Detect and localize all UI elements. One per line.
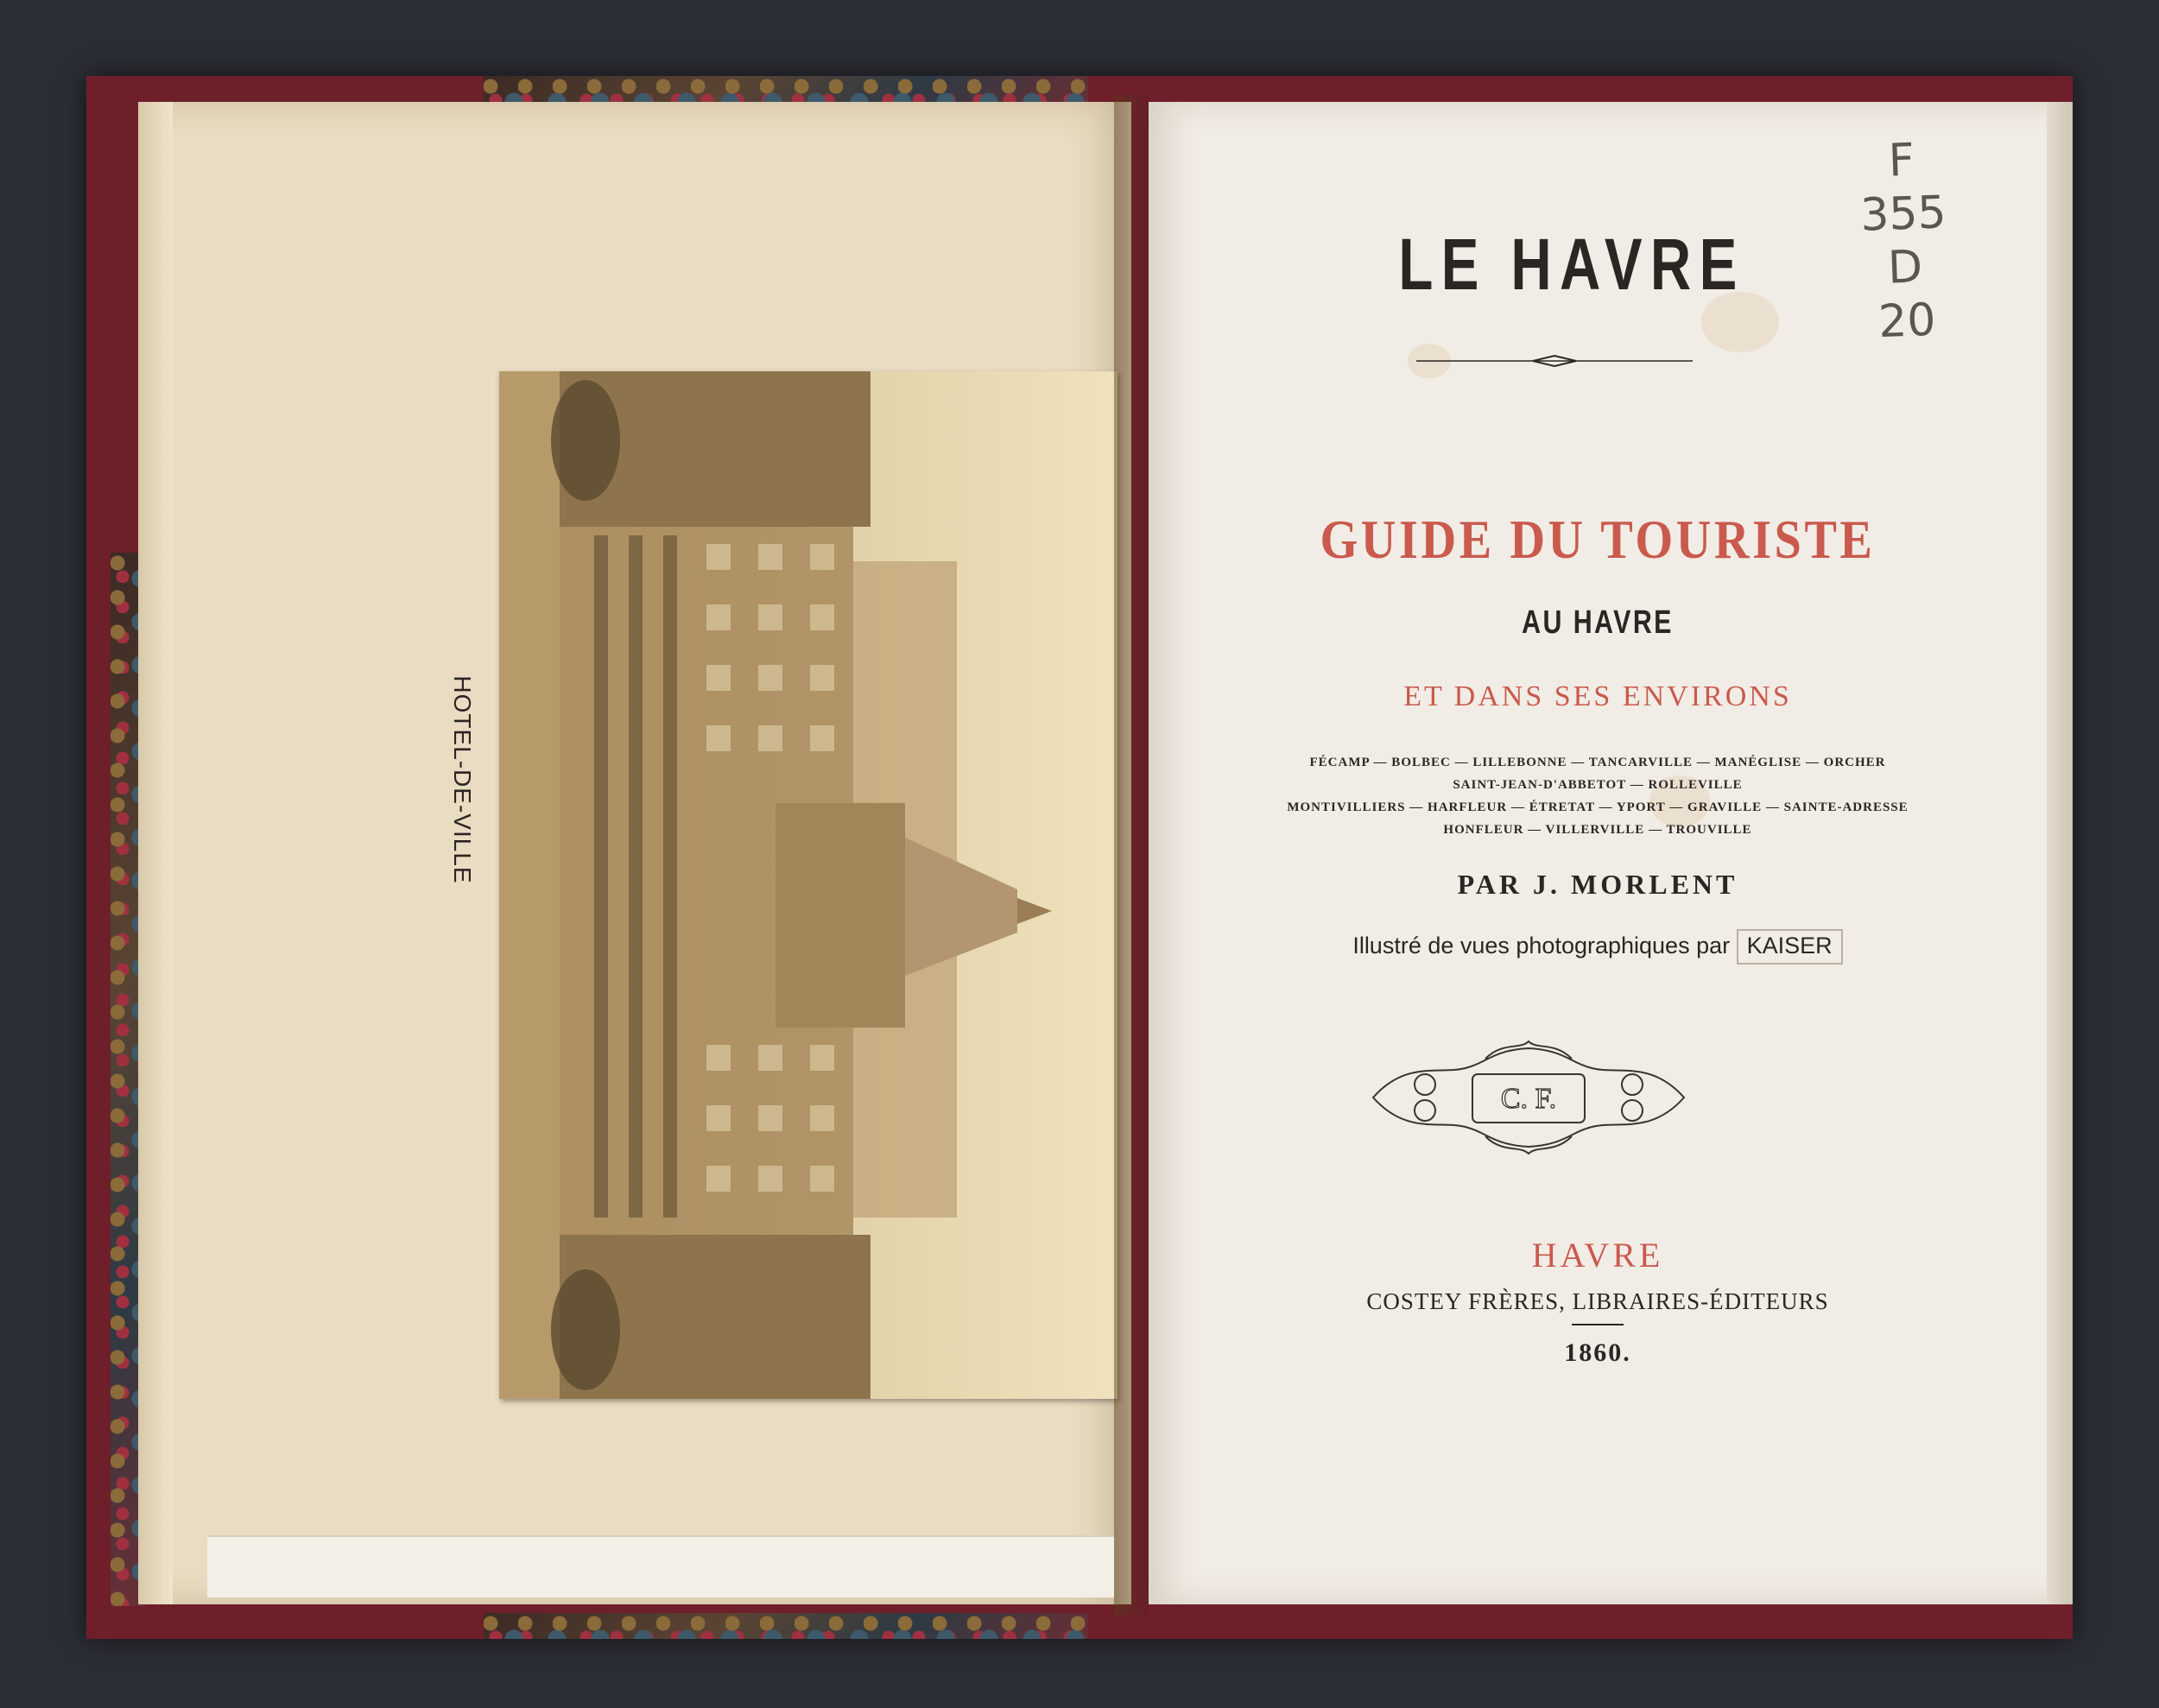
book-title: LE HAVRE	[1398, 224, 1745, 305]
book-subtitle-location: AU HAVRE	[1522, 604, 1674, 641]
hotel-de-ville-photo	[499, 371, 1117, 1399]
book-gutter	[1114, 95, 1149, 1615]
illustration-credit	[1183, 929, 2012, 965]
shelfmark-line: 355	[1859, 187, 1947, 242]
handwritten-shelfmark	[1853, 132, 1956, 350]
places-line: MONTIVILLIERS — HARFLEUR — ÉTRETAT — YPORT — GRAVILLE — SAINTE-ADRESSE	[1287, 800, 1909, 814]
page-stack-edge	[138, 102, 173, 1604]
places-line: HONFLEUR — VILLERVILLE — TROUVILLE	[1443, 823, 1752, 837]
flyleaf-strip	[207, 1535, 1114, 1597]
publication-year: 1860.	[1564, 1338, 1631, 1367]
author-line: PAR J. MORLENT	[1457, 869, 1738, 900]
shelfmark-line: D	[1887, 241, 1924, 294]
publisher-rule	[1572, 1324, 1624, 1325]
places-line: SAINT-JEAN-D'ABBETOT — ROLLEVILLE	[1453, 778, 1743, 792]
left-page	[138, 102, 1131, 1604]
plate-caption: HOTEL-DE-VILLE	[449, 675, 476, 884]
emblem-monogram: C. F.	[1500, 1083, 1557, 1115]
places-list	[1183, 751, 2012, 841]
shelfmark-line: F	[1887, 134, 1915, 187]
photograph-plate	[499, 371, 1117, 1399]
book-subtitle: GUIDE DU TOURISTE	[1320, 509, 1876, 570]
illustrator-stamp: KAISER	[1737, 929, 1843, 965]
fore-edge	[2047, 102, 2073, 1604]
illustration-credit-text: Illustré de vues photographiques par	[1352, 933, 1731, 958]
publisher-name: COSTEY FRÈRES, LIBRAIRES-ÉDITEURS	[1366, 1288, 1829, 1314]
title-rule-ornament	[1416, 352, 1693, 370]
publisher-emblem	[1356, 1024, 1701, 1171]
shelfmark-line: 20	[1877, 294, 1937, 349]
marbled-spine-bottom	[484, 1613, 1088, 1639]
publication-city: HAVRE	[1531, 1236, 1664, 1275]
book-subtitle-environs: ET DANS SES ENVIRONS	[1403, 680, 1792, 712]
places-line: FÉCAMP — BOLBEC — LILLEBONNE — TANCARVILLE — MANÉGLISE — ORCHER	[1309, 756, 1886, 769]
